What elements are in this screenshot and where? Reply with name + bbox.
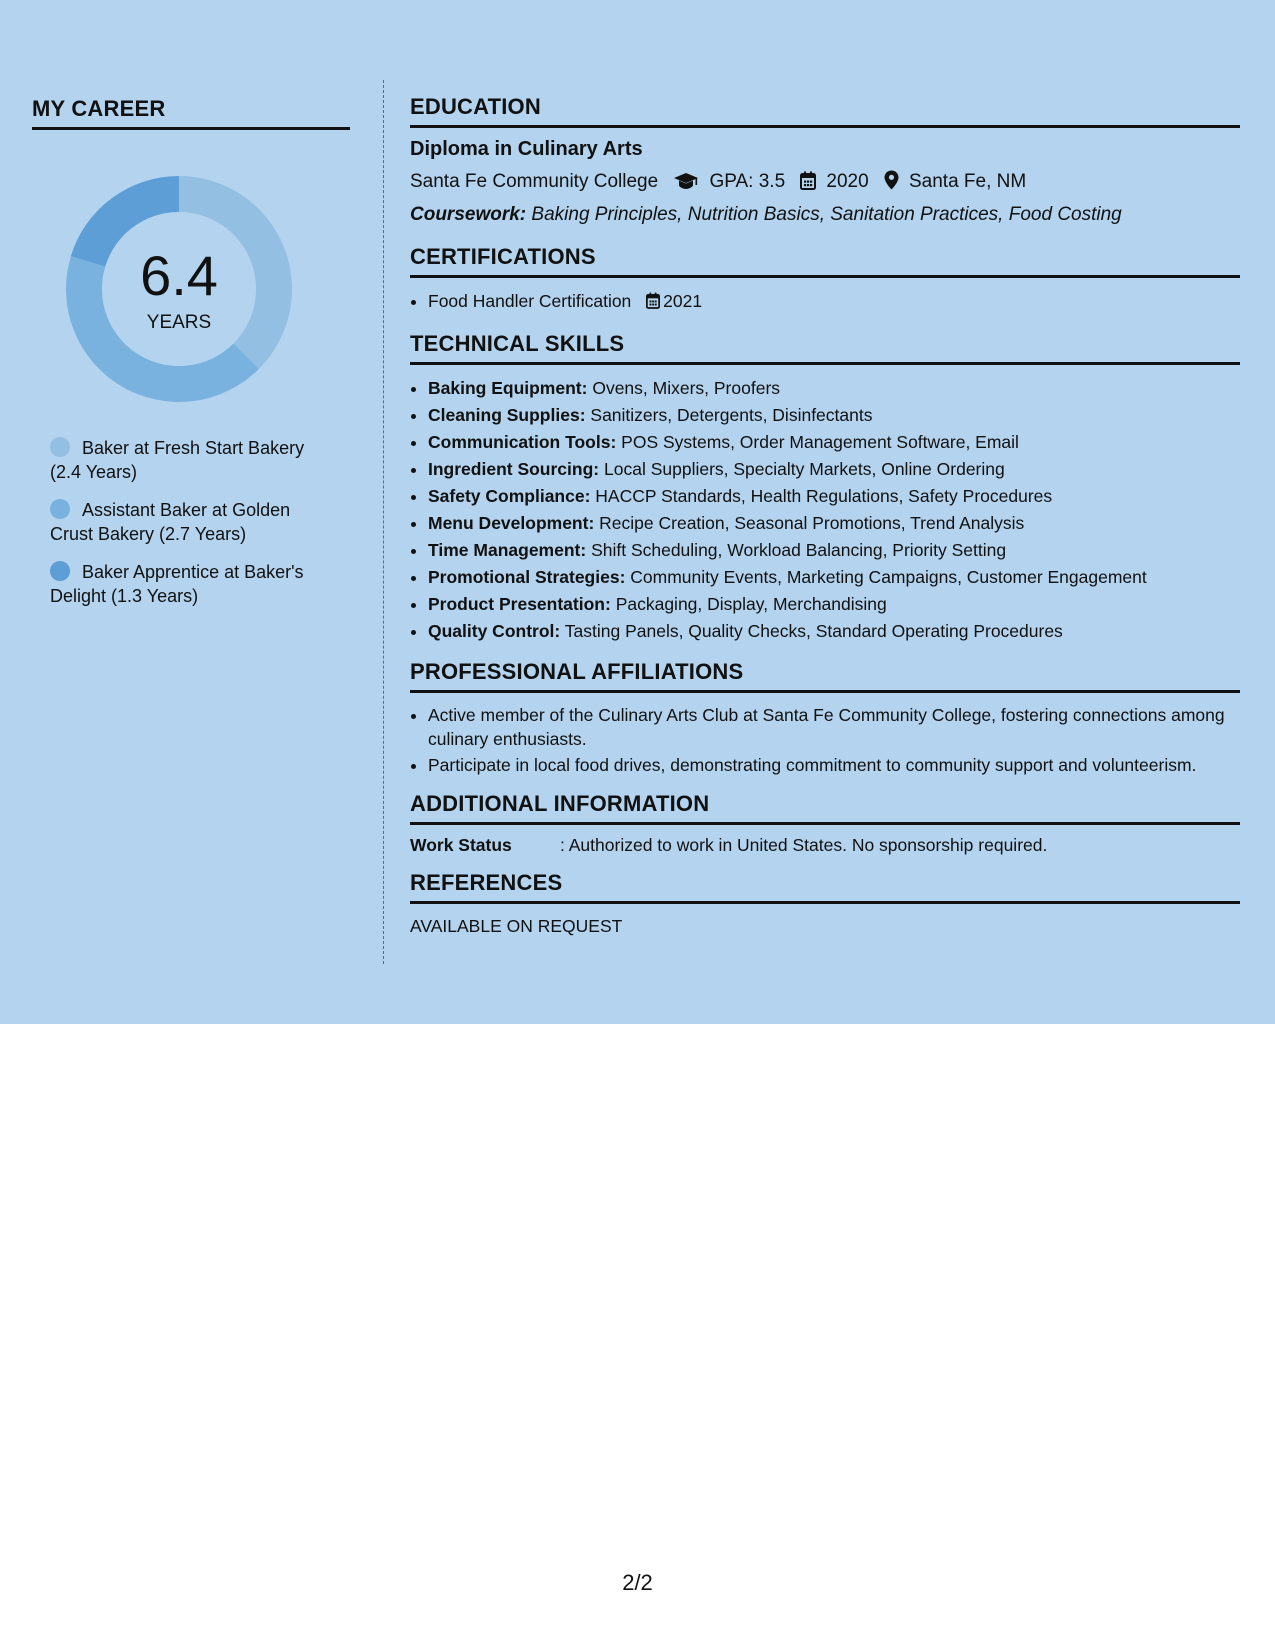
list-item [428,288,1240,317]
total-years-unit: YEARS [146,312,212,333]
skill-label: Menu Development: [428,513,595,533]
skill-item [428,402,1240,429]
coursework-label: Coursework: [410,204,527,225]
skill-item [428,429,1240,456]
coursework [410,200,1240,230]
legend-item [50,436,325,484]
skill-label: Promotional Strategies: [428,567,626,587]
skill-item [428,564,1240,591]
legend-item [50,560,325,608]
skill-value: Ovens, Mixers, Proofers [592,378,781,398]
affiliations-list [410,703,1240,777]
skill-value: Packaging, Display, Merchandising [615,594,887,614]
legend-label: Baker at Fresh Start Bakery (2.4 Years) [50,438,305,482]
affiliations-section [410,659,1240,777]
references-text: AVAILABLE ON REQUEST [410,916,623,936]
coursework-list: Baking Principles, Nutrition Basics, Sanitation Practices, Food Costing [531,204,1122,225]
graduation-cap-icon [673,170,699,200]
skill-label: Cleaning Supplies: [428,405,586,425]
skill-label: Time Management: [428,540,587,560]
calendar-icon [800,170,816,200]
skill-item [428,618,1240,645]
career-title: MY CAREER [32,96,350,130]
main-column [410,94,1240,951]
legend-dot [50,499,70,519]
column-divider [383,80,384,964]
list-item: • Participate in local food drives, demonstrating commitment to community support and volunteerism. [428,753,1240,777]
certifications-section [410,244,1240,317]
skill-item [428,483,1240,510]
education-section [410,94,1240,230]
skill-label: Communication Tools: [428,432,617,452]
skill-value: Local Suppliers, Specialty Markets, Online Ordering [604,459,1005,479]
page-number: 2/2 [622,1570,653,1595]
skill-label: Product Presentation: [428,594,611,614]
skill-label: Ingredient Sourcing: [428,459,600,479]
total-years-value: 6.4 [140,244,218,307]
certifications-title: CERTIFICATIONS [410,244,1240,278]
work-status-row [410,835,1240,856]
skill-item [428,456,1240,483]
work-status-label: Work Status [410,835,512,855]
graduation-year: 2020 [826,171,869,192]
skill-value: Recipe Creation, Seasonal Promotions, Trend Analysis [599,513,1025,533]
skill-item [428,510,1240,537]
career-legend [50,436,325,608]
skill-value: Sanitizers, Detergents, Disinfectants [590,405,873,425]
skill-value: Shift Scheduling, Workload Balancing, Priority Setting [591,540,1007,560]
skill-item [428,375,1240,402]
skill-item [428,591,1240,618]
legend-item [50,498,325,546]
skill-value: HACCP Standards, Health Regulations, Safety Procedures [595,486,1053,506]
skill-value: POS Systems, Order Management Software, Email [621,432,1019,452]
calendar-icon [646,290,660,317]
education-location: Santa Fe, NM [908,171,1027,192]
skill-value: Tasting Panels, Quality Checks, Standard Operating Procedures [564,621,1063,641]
certification-year: 2021 [663,291,703,311]
career-column [32,96,352,622]
skills-title: TECHNICAL SKILLS [410,331,1240,365]
legend-label: Baker Apprentice at Baker's Delight (1.3 Years) [50,562,304,606]
certifications-list [410,288,1240,317]
references-section [410,870,1240,937]
gpa: GPA: 3.5 [709,171,786,192]
skill-label: Quality Control: [428,621,561,641]
skill-value: Community Events, Marketing Campaigns, Customer Engagement [630,567,1147,587]
education-details [410,167,1240,200]
location-pin-icon [884,170,899,200]
skill-label: Safety Compliance: [428,486,591,506]
legend-label: Assistant Baker at Golden Crust Bakery (2.7 Years) [50,500,291,544]
work-status-value: : Authorized to work in United States. No sponsorship required. [560,835,1048,855]
career-donut-chart [66,176,292,402]
school-name: Santa Fe Community College [410,171,659,192]
certification-name: Food Handler Certification [428,291,632,311]
skills-section [410,331,1240,645]
list-item: • Active member of the Culinary Arts Club at Santa Fe Community College, fostering connections among culinary enthusiasts. [428,703,1240,751]
legend-dot [50,561,70,581]
skills-list [410,375,1240,645]
references-title: REFERENCES [410,870,1240,904]
education-title: EDUCATION [410,94,1240,128]
additional-section [410,791,1240,856]
skill-label: Baking Equipment: [428,378,588,398]
legend-dot [50,437,70,457]
affiliations-title: PROFESSIONAL AFFILIATIONS [410,659,1240,693]
skill-item [428,537,1240,564]
additional-title: ADDITIONAL INFORMATION [410,791,1240,825]
degree-title: Diploma in Culinary Arts [410,138,643,160]
